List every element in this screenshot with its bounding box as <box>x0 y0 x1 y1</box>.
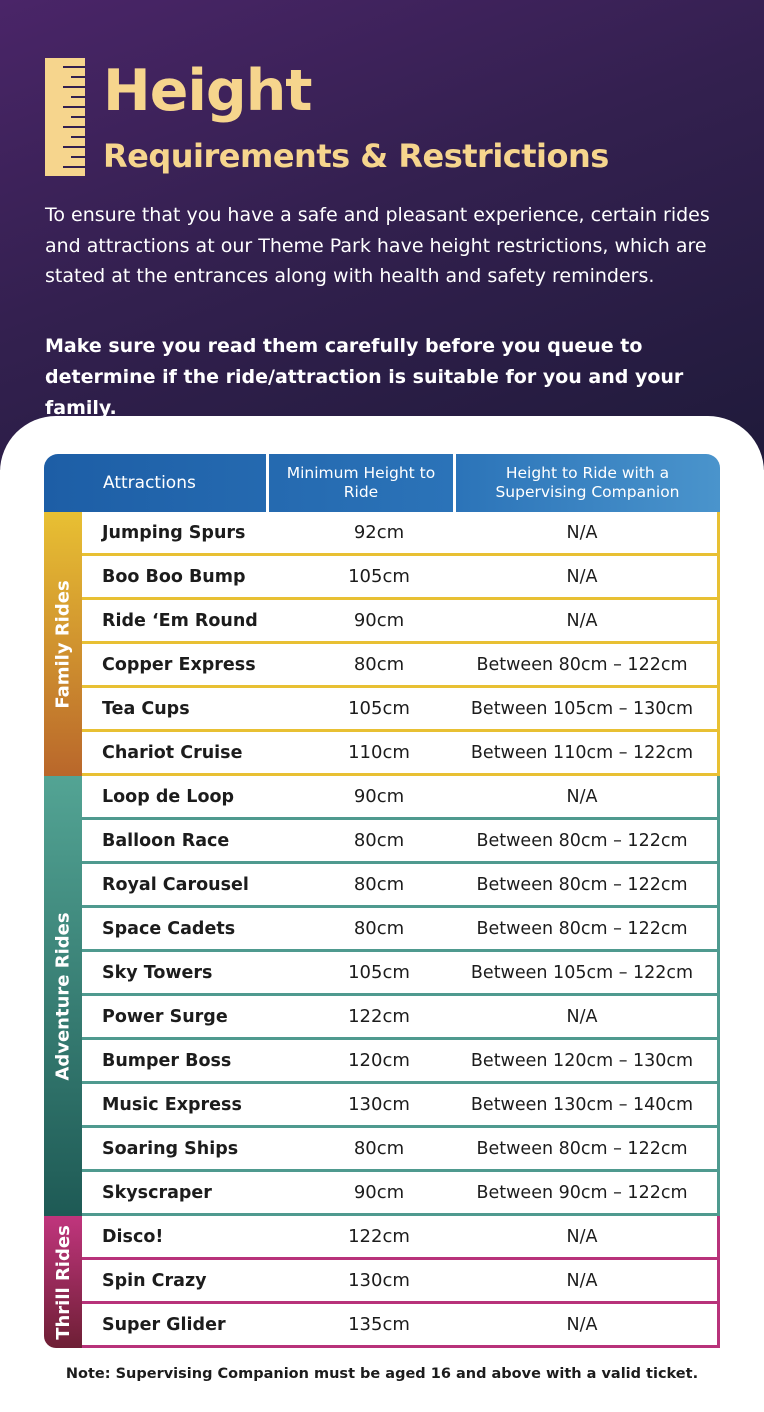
minimum-height: 105cm <box>348 962 410 983</box>
ride-name: Chariot Cruise <box>102 742 243 763</box>
ruler-tick <box>71 136 85 138</box>
minimum-height: 80cm <box>353 830 405 851</box>
minimum-height: 110cm <box>348 742 410 763</box>
minimum-height: 90cm <box>353 610 405 631</box>
intro-notice: Make sure you read them carefully before you queue to determine if the ride/attraction is suitable for you and your family. <box>45 335 684 419</box>
minimum-height: 105cm <box>348 698 410 719</box>
page-title: Height <box>103 58 312 124</box>
minimum-height: 80cm <box>353 654 405 675</box>
companion-height: N/A <box>566 522 598 543</box>
table-row <box>82 1128 720 1172</box>
companion-height: Between 120cm – 130cm <box>470 1050 694 1071</box>
companion-height: Between 90cm – 122cm <box>476 1182 688 1203</box>
header-attractions: Attractions <box>103 473 196 493</box>
table-row <box>82 1216 720 1260</box>
group-label: Family Rides <box>52 579 74 709</box>
table-row <box>82 1260 720 1304</box>
table-header <box>44 454 720 512</box>
ruler-tick <box>63 166 85 168</box>
header-minimum-height: Minimum Height to Ride <box>286 464 436 501</box>
ride-name: Boo Boo Bump <box>102 566 246 587</box>
table-row <box>82 1084 720 1128</box>
table-row <box>82 1040 720 1084</box>
table-row <box>82 1304 720 1348</box>
ruler-tick <box>71 116 85 118</box>
minimum-height: 122cm <box>348 1006 410 1027</box>
ride-name: Loop de Loop <box>102 786 235 807</box>
ride-name: Disco! <box>102 1226 164 1247</box>
companion-height: Between 80cm – 122cm <box>476 918 688 939</box>
companion-height: N/A <box>566 610 598 631</box>
table-row <box>82 556 720 600</box>
ride-group <box>44 776 720 1216</box>
table-row <box>82 688 720 732</box>
table-row <box>82 908 720 952</box>
ruler-tick <box>63 106 85 108</box>
ruler-tick <box>71 156 85 158</box>
ride-name: Bumper Boss <box>102 1050 232 1071</box>
group-band <box>44 1216 82 1348</box>
ride-name: Space Cadets <box>102 918 236 939</box>
group-band <box>44 512 82 776</box>
ride-name: Balloon Race <box>102 830 230 851</box>
table-body <box>44 512 720 1348</box>
ride-name: Jumping Spurs <box>102 522 246 543</box>
ruler-tick <box>63 126 85 128</box>
group-label: Thrill Rides <box>52 1224 74 1340</box>
footnote: Note: Supervising Companion must be aged 16 and above with a valid ticket. <box>65 1366 699 1382</box>
ruler-tick <box>63 86 85 88</box>
companion-height: Between 105cm – 122cm <box>470 962 694 983</box>
table-row <box>82 644 720 688</box>
ride-name: Spin Crazy <box>102 1270 207 1291</box>
table-row <box>82 776 720 820</box>
companion-height: Between 80cm – 122cm <box>476 874 688 895</box>
group-band <box>44 776 82 1216</box>
ride-name: Power Surge <box>102 1006 228 1027</box>
height-table <box>44 454 720 1348</box>
companion-height: N/A <box>566 1226 598 1247</box>
table-row <box>82 512 720 556</box>
page-subtitle: Requirements & Restrictions <box>103 137 609 175</box>
minimum-height: 130cm <box>348 1094 410 1115</box>
companion-height: N/A <box>566 1270 598 1291</box>
ruler-tick <box>63 66 85 68</box>
ride-name: Copper Express <box>102 654 256 675</box>
ride-group <box>44 512 720 776</box>
minimum-height: 90cm <box>353 786 405 807</box>
intro-text: To ensure that you have a safe and pleasant experience, certain rides and attractions at our Theme Park have height restrictions, which are stated at the entrances along with health and safety reminders. <box>45 204 710 287</box>
companion-height: Between 80cm – 122cm <box>476 654 688 675</box>
table-row <box>82 1172 720 1216</box>
companion-height: Between 80cm – 122cm <box>476 1138 688 1159</box>
minimum-height: 105cm <box>348 566 410 587</box>
companion-height: Between 110cm – 122cm <box>470 742 694 763</box>
header-companion-height: Height to Ride with a Supervising Companion <box>495 464 680 501</box>
ride-name: Sky Towers <box>102 962 213 983</box>
table-row <box>82 864 720 908</box>
minimum-height: 80cm <box>353 918 405 939</box>
ruler-tick <box>71 96 85 98</box>
ruler-icon <box>45 58 85 176</box>
ride-name: Tea Cups <box>102 698 190 719</box>
ride-name: Skyscraper <box>102 1182 212 1203</box>
companion-height: Between 80cm – 122cm <box>476 830 688 851</box>
companion-height: N/A <box>566 786 598 807</box>
minimum-height: 90cm <box>353 1182 405 1203</box>
companion-height: N/A <box>566 1006 598 1027</box>
table-row <box>82 952 720 996</box>
ride-name: Super Glider <box>102 1314 226 1335</box>
minimum-height: 92cm <box>353 522 405 543</box>
companion-height: Between 105cm – 130cm <box>470 698 694 719</box>
minimum-height: 122cm <box>348 1226 410 1247</box>
minimum-height: 80cm <box>353 1138 405 1159</box>
ride-name: Music Express <box>102 1094 242 1115</box>
ride-name: Royal Carousel <box>102 874 249 895</box>
table-row <box>82 820 720 864</box>
minimum-height: 130cm <box>348 1270 410 1291</box>
minimum-height: 120cm <box>348 1050 410 1071</box>
companion-height: Between 130cm – 140cm <box>470 1094 694 1115</box>
table-row <box>82 600 720 644</box>
ride-name: Ride ‘Em Round <box>102 610 258 631</box>
minimum-height: 135cm <box>348 1314 410 1335</box>
ride-group <box>44 1216 720 1348</box>
ruler-tick <box>71 76 85 78</box>
ride-name: Soaring Ships <box>102 1138 239 1159</box>
companion-height: N/A <box>566 566 598 587</box>
companion-height: N/A <box>566 1314 598 1335</box>
group-label: Adventure Rides <box>52 911 74 1081</box>
ruler-tick <box>63 146 85 148</box>
table-row <box>82 732 720 776</box>
minimum-height: 80cm <box>353 874 405 895</box>
table-row <box>82 996 720 1040</box>
